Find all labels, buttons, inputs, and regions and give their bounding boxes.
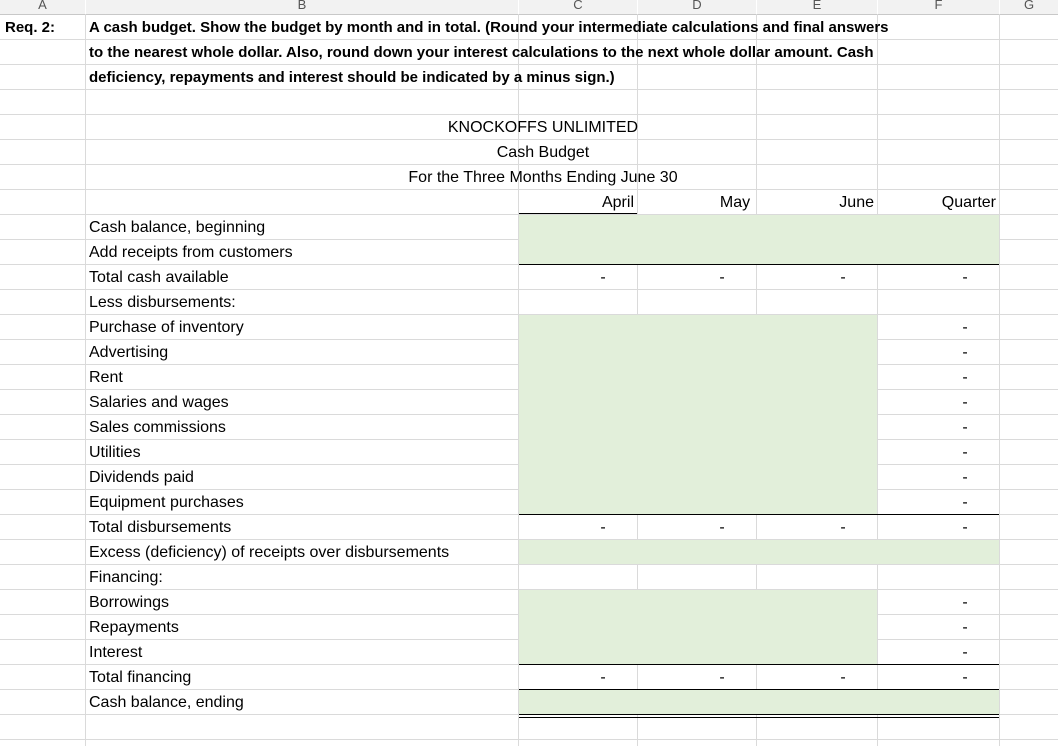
dash-quarter-interest[interactable]: - bbox=[962, 644, 968, 661]
budget-title: Cash Budget bbox=[496, 144, 590, 161]
column-header-a[interactable]: A bbox=[0, 0, 85, 15]
rule-ending-double-1 bbox=[519, 714, 999, 715]
row-label: Excess (deficiency) of receipts over disbursements bbox=[89, 544, 450, 561]
gridline-v bbox=[85, 14, 86, 746]
dash-total-disb-april[interactable]: - bbox=[600, 519, 606, 536]
dash-total-cash-quarter[interactable]: - bbox=[962, 269, 968, 286]
row-label: Borrowings bbox=[89, 594, 170, 611]
input-cells-ending-balance[interactable] bbox=[519, 690, 999, 714]
instruction-line-1: A cash budget. Show the budget by month and in total. (Round your intermediate calculations and final answers bbox=[89, 19, 889, 36]
dash-quarter-commissions[interactable]: - bbox=[962, 419, 968, 436]
column-header-c[interactable]: C bbox=[519, 0, 637, 15]
column-header-d[interactable]: D bbox=[638, 0, 756, 15]
column-quarter: Quarter bbox=[941, 194, 996, 211]
instruction-line-2: to the nearest whole dollar. Also, round down your interest calculations to the next whole dollar amount. Cash bbox=[89, 44, 874, 61]
column-may: May bbox=[719, 194, 751, 211]
row-label: Repayments bbox=[89, 619, 179, 636]
row-label: Less disbursements: bbox=[89, 294, 236, 311]
dash-quarter-utilities[interactable]: - bbox=[962, 444, 968, 461]
rule-total-disbursements bbox=[519, 514, 999, 515]
column-header-g[interactable]: G bbox=[1000, 0, 1058, 15]
column-header-b[interactable]: B bbox=[86, 0, 518, 15]
row-label: Dividends paid bbox=[89, 469, 194, 486]
dash-total-cash-may[interactable]: - bbox=[719, 269, 725, 286]
dash-quarter-inventory[interactable]: - bbox=[962, 319, 968, 336]
instruction-line-3: deficiency, repayments and interest should be indicated by a minus sign.) bbox=[89, 69, 615, 86]
requirement-label: Req. 2: bbox=[5, 19, 56, 36]
row-label: Salaries and wages bbox=[89, 394, 229, 411]
budget-period: For the Three Months Ending June 30 bbox=[408, 169, 678, 186]
dash-quarter-repayments[interactable]: - bbox=[962, 619, 968, 636]
dash-quarter-dividends[interactable]: - bbox=[962, 469, 968, 486]
gridline-h bbox=[0, 739, 1058, 740]
dash-total-disb-may[interactable]: - bbox=[719, 519, 725, 536]
company-name: KNOCKOFFS UNLIMITED bbox=[447, 119, 639, 136]
row-label: Cash balance, beginning bbox=[89, 219, 266, 236]
row-label: Total disbursements bbox=[89, 519, 232, 536]
dash-quarter-equipment[interactable]: - bbox=[962, 494, 968, 511]
dash-quarter-borrowings[interactable]: - bbox=[962, 594, 968, 611]
column-header-f[interactable]: F bbox=[878, 0, 999, 15]
column-april: April bbox=[601, 194, 634, 211]
dash-total-cash-april[interactable]: - bbox=[600, 269, 606, 286]
rule-total-cash bbox=[519, 264, 999, 265]
row-label: Total financing bbox=[89, 669, 192, 686]
row-label: Financing: bbox=[89, 569, 163, 586]
dash-total-disb-june[interactable]: - bbox=[840, 519, 846, 536]
dash-total-fin-april[interactable]: - bbox=[600, 669, 606, 686]
row-label: Interest bbox=[89, 644, 143, 661]
input-cells-disbursements[interactable] bbox=[519, 315, 877, 514]
dash-total-fin-may[interactable]: - bbox=[719, 669, 725, 686]
input-cells-financing[interactable] bbox=[519, 590, 877, 664]
row-label: Equipment purchases bbox=[89, 494, 244, 511]
row-label: Add receipts from customers bbox=[89, 244, 293, 261]
dash-total-disb-quarter[interactable]: - bbox=[962, 519, 968, 536]
row-label: Rent bbox=[89, 369, 123, 386]
row-label: Sales commissions bbox=[89, 419, 226, 436]
column-june: June bbox=[839, 194, 874, 211]
rule-ending-top bbox=[519, 689, 999, 690]
row-label: Advertising bbox=[89, 344, 169, 361]
dash-total-cash-june[interactable]: - bbox=[840, 269, 846, 286]
input-cells-excess[interactable] bbox=[519, 540, 999, 564]
dash-quarter-rent[interactable]: - bbox=[962, 369, 968, 386]
gridline-v bbox=[877, 14, 878, 746]
dash-total-fin-quarter[interactable]: - bbox=[962, 669, 968, 686]
column-header-e[interactable]: E bbox=[757, 0, 877, 15]
dash-total-fin-june[interactable]: - bbox=[840, 669, 846, 686]
rule-ending-double-2 bbox=[519, 717, 999, 718]
dash-quarter-advertising[interactable]: - bbox=[962, 344, 968, 361]
row-label: Cash balance, ending bbox=[89, 694, 244, 711]
gridline-v bbox=[999, 14, 1000, 746]
rule-total-financing bbox=[519, 664, 999, 665]
input-cells-receipts[interactable] bbox=[519, 215, 999, 264]
row-label: Purchase of inventory bbox=[89, 319, 244, 336]
row-label: Utilities bbox=[89, 444, 141, 461]
row-label: Total cash available bbox=[89, 269, 229, 286]
dash-quarter-salaries[interactable]: - bbox=[962, 394, 968, 411]
